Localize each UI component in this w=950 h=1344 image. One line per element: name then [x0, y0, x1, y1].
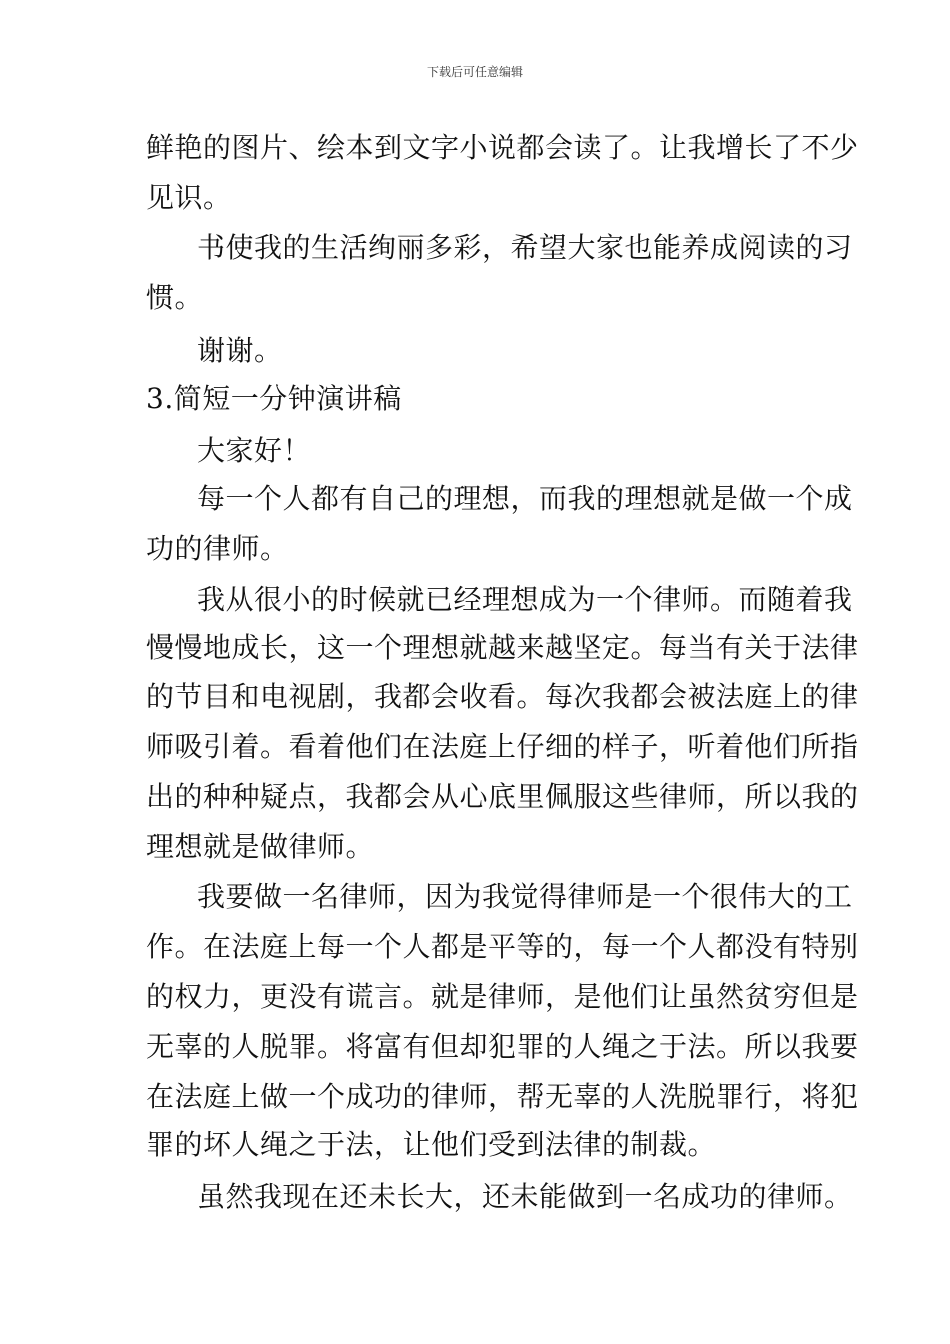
text-line: 见识。: [146, 181, 232, 214]
text-line: 我从很小的时候就已经理想成为一个律师。而随着我: [197, 583, 853, 616]
page-header-note: 下载后可任意编辑: [426, 65, 523, 79]
text-line: 慢慢地成长，这一个理想就越来越坚定。每当有关于法律: [146, 631, 859, 664]
text-line: 每一个人都有自己的理想，而我的理想就是做一个成: [197, 482, 853, 515]
text-line: 书使我的生活绚丽多彩，希望大家也能养成阅读的习: [197, 231, 853, 264]
section-heading: 3.简短一分钟演讲稿: [146, 382, 402, 415]
text-line: 功的律师。: [146, 532, 289, 565]
text-line: 的节目和电视剧，我都会收看。每次我都会被法庭上的律: [146, 680, 859, 713]
text-line: 我要做一名律师，因为我觉得律师是一个很伟大的工: [197, 880, 853, 913]
text-line: 大家好！: [197, 434, 312, 467]
text-line: 谢谢。: [197, 334, 283, 367]
text-line: 在法庭上做一个成功的律师，帮无辜的人洗脱罪行，将犯: [146, 1080, 859, 1113]
text-line: 师吸引着。看着他们在法庭上仔细的样子，听着他们所指: [146, 730, 859, 763]
text-line: 罪的坏人绳之于法，让他们受到法律的制裁。: [146, 1128, 717, 1161]
text-line: 惯。: [146, 281, 204, 314]
text-line: 作。在法庭上每一个人都是平等的，每一个人都没有特别: [146, 930, 859, 963]
text-line: 鲜艳的图片、绘本到文字小说都会读了。让我增长了不少: [146, 131, 859, 164]
text-line: 出的种种疑点，我都会从心底里佩服这些律师，所以我的: [146, 780, 859, 813]
text-line: 的权力，更没有谎言。就是律师，是他们让虽然贫穷但是: [146, 980, 859, 1013]
text-line: 虽然我现在还未长大，还未能做到一名成功的律师。: [197, 1180, 853, 1213]
text-line: 无辜的人脱罪。将富有但却犯罪的人绳之于法。所以我要: [146, 1030, 859, 1063]
text-line: 理想就是做律师。: [146, 830, 375, 863]
